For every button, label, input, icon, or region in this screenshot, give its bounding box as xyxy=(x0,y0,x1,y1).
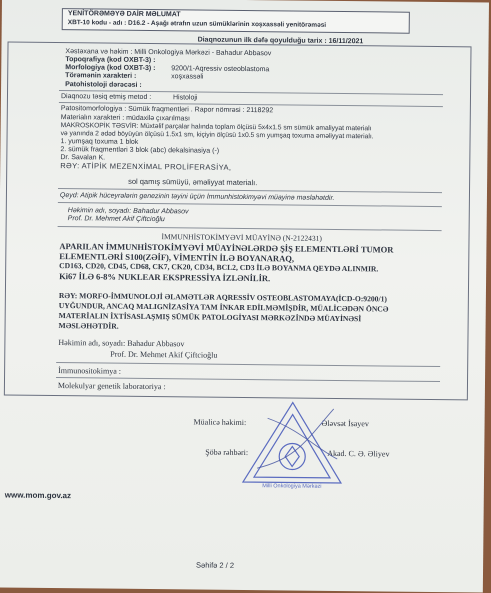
morphology-label: Morfologiya (kod OXBT-3) : xyxy=(65,64,156,73)
hospital-line: Xəstəxana və həkim : Milli Onkologiya Mərkəzi - Bahadur Abbasov xyxy=(65,48,272,58)
morphology-value: 9200/1-Aqressiv osteoblastoma xyxy=(171,65,270,74)
macro-line-1: MAKROSKOPİK TƏSVİR: Müxtəlif parçalar halında toplam ölçüsü 5x4x1.5 sm sümük əmaliyyat materialı xyxy=(60,122,372,133)
ihc-line-1: APARILAN İMMUNHİSTOKİMYƏVİ MÜAYİNƏLƏRDƏ ŞİŞ ELEMENTLƏRİ TUMOR xyxy=(59,241,394,255)
prof-line: Prof. Dr. Mehmet Akif Çiftcioğlu xyxy=(67,215,165,224)
page-number: Səhifə 2 / 2 xyxy=(196,560,235,570)
macro-line-3: 1. yumşaq toxuma 1 blok xyxy=(60,138,139,146)
opinion-line-4: MƏSLƏHƏTDİR. xyxy=(58,321,119,331)
doctor-line: Dr. Savalan K. xyxy=(60,154,106,162)
stamp-seal xyxy=(237,398,348,491)
website-footer: www.mom.gov.az xyxy=(4,490,72,501)
header-title: YENİTÖRƏMƏYƏ DAİR MƏLUMAT xyxy=(67,10,181,19)
macro-line-4: 2. sümük fraqmentləri 3 blok (abc) dekalsinasiya (-) xyxy=(60,146,220,155)
extraction-line: Materialın xarakteri : müdaxilə çıxarılması xyxy=(60,114,190,123)
physician-line: Həkimin adı, soyadı: Bahadur Abbasov xyxy=(67,207,189,216)
department-head-name: Akad. C. Ə. Əliyev xyxy=(327,448,390,459)
treating-physician-name: Ələvsət İsayev xyxy=(321,418,369,429)
opinion-line-2: UYĞUNDUR, ANCAQ MALIGNİZASİYA TAM İNKAR EDİLMƏMİŞDİR, MÜALİCƏDƏN ÖNCƏ xyxy=(58,301,389,314)
ihc-title: İMMUNHİSTOKİMYƏVİ MÜAYİNƏ (N-2122431) xyxy=(161,232,322,243)
stamp-text: Milli Onkologiya Mərkəzi xyxy=(262,483,322,490)
immunocytochemistry-line: İmmunositokimya : xyxy=(58,366,122,376)
macro-line-2: və yanında 2 ədəd böyüyün ölçüsü 1.5x1 sm, kiçiyin ölçüsü 1x0.5 sm yumşaq toxuma əməliyyat materialı. xyxy=(60,130,374,141)
ihc-line-3: CD163, CD20, CD45, CD68, CK7, CK20, CD34, BCL2, CD3 İLƏ BOYANMA QEYDƏ ALINMIR. xyxy=(59,261,379,274)
topography-line: Topoqrafiya (kod OXBT-3) : xyxy=(65,56,156,65)
ihc-line-4: Ki67 İLƏ 6-8% NUKLEAR EKSPRESSİYA İZLƏNİLİR. xyxy=(59,271,271,284)
character-label: Törəmənin xarakteri : xyxy=(65,72,137,80)
department-head-label: Şöbə rəhbəri: xyxy=(205,447,249,458)
bone-material-line: sol qamış sümüyü, əməliyyat materialı. xyxy=(128,176,258,188)
pathology-degree: Patohistoloji dərəcəsi : xyxy=(65,81,142,89)
ihc-prof-line: Prof. Dr. Mehmet Akif Çiftcioğlu xyxy=(110,349,218,360)
conclusion-line: RƏY: ATİPİK MEZENXİMAL PROLİFERASİYA, xyxy=(60,161,232,172)
opinion-line-3: MATERİALIN İXTİSASLAŞMIŞ SÜMÜK PATOLOGİYASI MƏRKƏZİNDƏ MÜAYİNƏSİ xyxy=(58,311,362,324)
opinion-line-1: RƏY: MORFO-İMMUNOLOJİ ƏLAMƏTLƏR AQRESSİV OSTEOBLASTOMAYA(İCD-O:9200/1) xyxy=(58,291,387,304)
method-value: Histoloji xyxy=(172,94,198,102)
molecular-genetics-line: Molekulyar genetik laboratoriya : xyxy=(57,381,166,392)
material-line: Patositomorfologiya : Sümük fraqmentləri . Rapor nömrəsi : 2118292 xyxy=(60,105,274,115)
recommendation-line: Qeyd: Atipik hüceyrələrin genezinin təyini üçün İmmunhistokimyəvi müayinə məsləhətdir. xyxy=(59,192,335,202)
method-label: Diaqnozu təsiq etmiş metod : xyxy=(60,93,152,102)
diagnosis-date: Diaqnozunun ilk dəfə qoyulduğu tarix : 16/11/2021 xyxy=(197,36,364,46)
header-code-line: XBT-10 kodu - adı : D16.2 - Aşağı ətrafın uzun sümüklərinin xoşxassəli yenitörəməsi xyxy=(67,19,327,29)
ihc-line-2: ELEMENTLƏRİ S100(ZƏİF), VİMENTİN İLƏ BOYANARAQ, xyxy=(59,251,295,264)
ihc-physician-line: Həkimin adı, soyadı: Bahadur Abbasov xyxy=(58,338,185,349)
character-value: xoşxassəli xyxy=(171,73,204,81)
treating-physician-label: Müalicə həkimi: xyxy=(193,417,247,428)
